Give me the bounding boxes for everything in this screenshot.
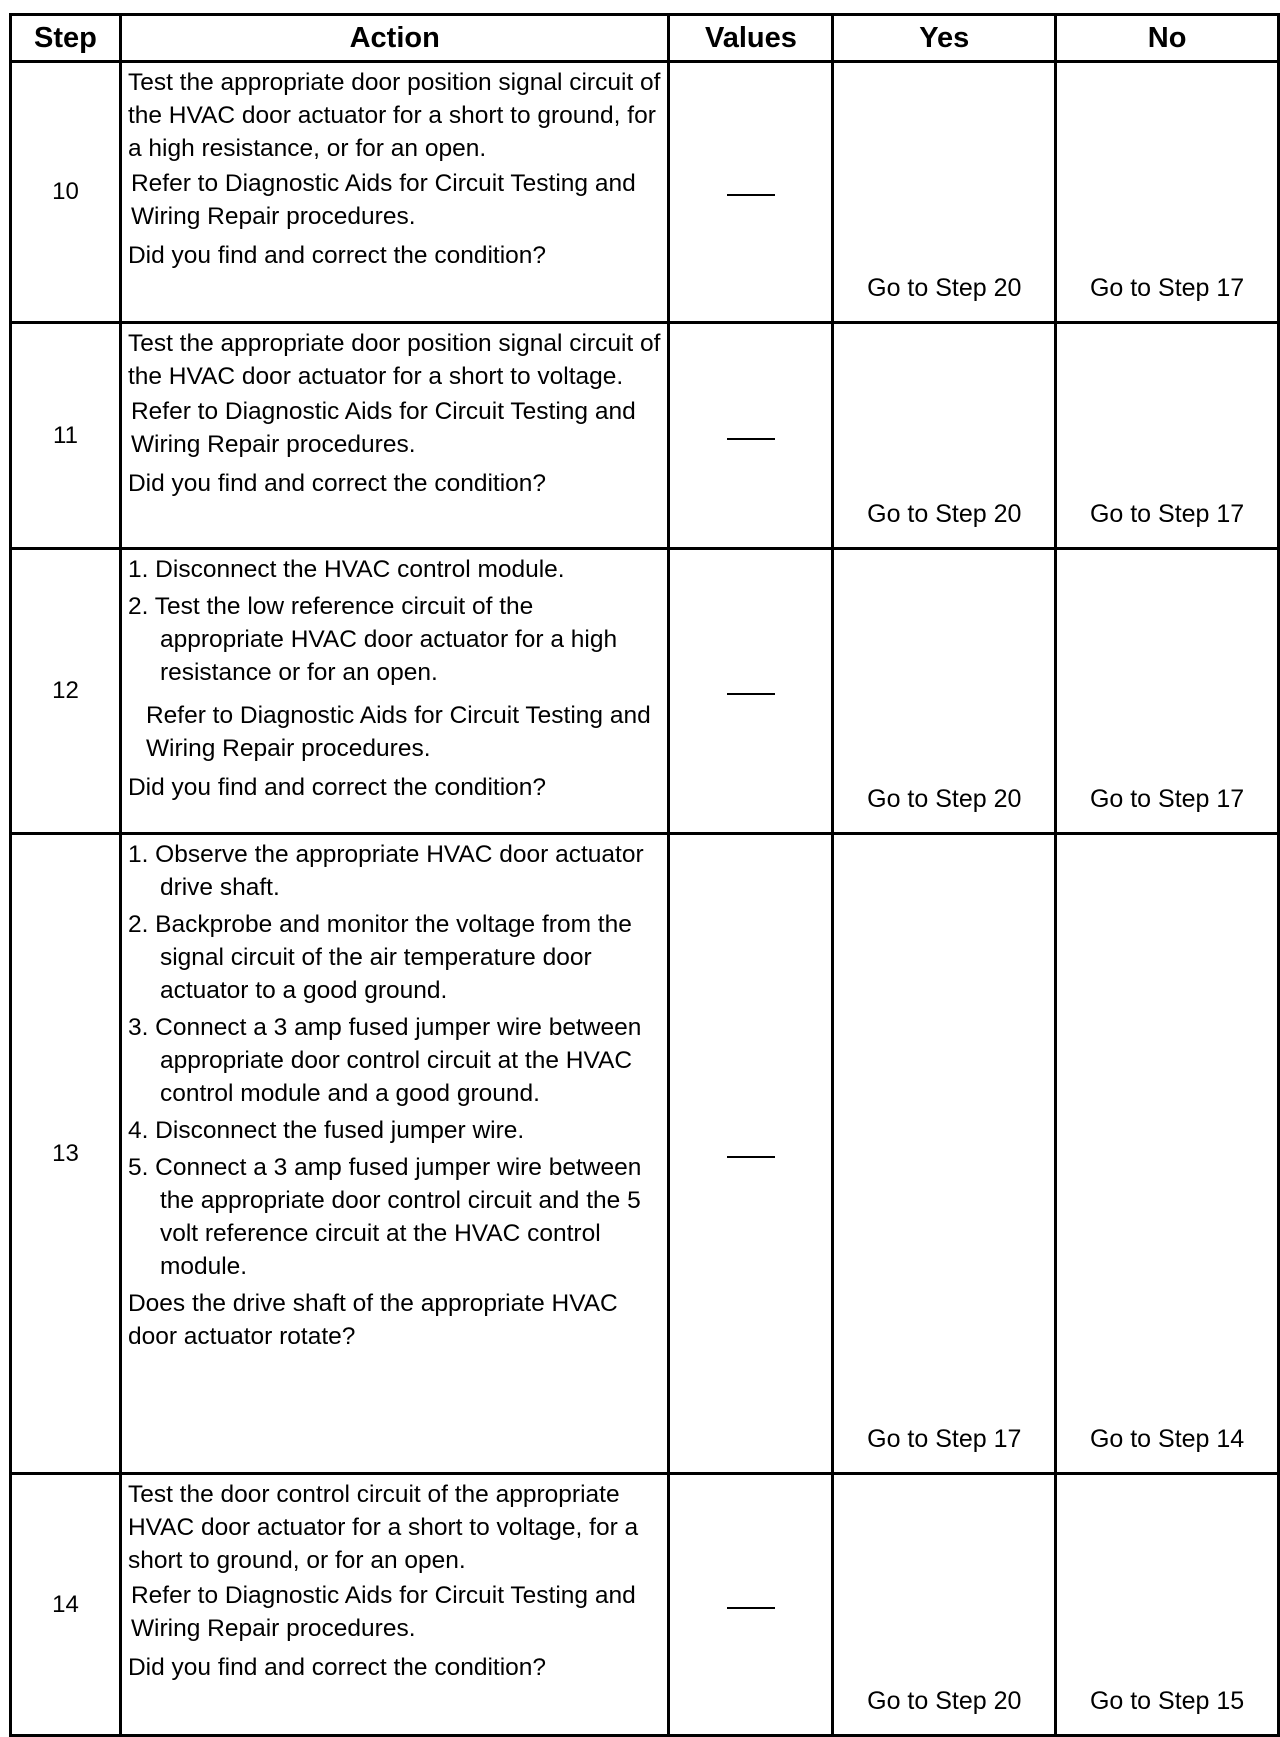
no-link[interactable]: Go to Step 17: [1089, 500, 1245, 528]
value-cell: [669, 323, 833, 549]
step-number: 10: [11, 62, 121, 323]
action-cell: [120, 1474, 669, 1736]
header-values: Values: [669, 15, 833, 62]
diagnostic-table: [9, 13, 1280, 1737]
yes-cell: [833, 1474, 1056, 1736]
no-cell: [1056, 549, 1279, 834]
table-row: [11, 323, 1279, 549]
no-cell: [1056, 834, 1279, 1474]
action-step-item: 1. Observe the appropriate HVAC door actuator drive shaft.: [127, 841, 644, 901]
value-dash: [727, 1607, 775, 1609]
step-number: 11: [11, 323, 121, 549]
yes-cell: [833, 62, 1056, 323]
table-row: [11, 549, 1279, 834]
yes-link[interactable]: Go to Step 20: [867, 1687, 1022, 1715]
action-step-item: 4. Disconnect the fused jumper wire.: [127, 1117, 525, 1144]
step-number: 13: [11, 834, 121, 1474]
no-cell: [1056, 1474, 1279, 1736]
action-note: Refer to Diagnostic Aids for Circuit Testing and Wiring Repair procedures.: [145, 702, 651, 762]
value-cell: [669, 549, 833, 834]
value-dash: [727, 1156, 775, 1158]
step-number: 12: [11, 549, 121, 834]
value-dash: [727, 438, 775, 440]
value-dash: [727, 194, 775, 196]
action-cell: [120, 549, 669, 834]
header-action: Action: [120, 15, 669, 62]
no-link[interactable]: Go to Step 14: [1089, 1425, 1245, 1453]
action-steps-list: [128, 553, 664, 689]
step-number: 14: [11, 1474, 121, 1736]
action-step-item: 3. Connect a 3 amp fused jumper wire between appropriate door control circuit at the HVAC control module and a good ground.: [127, 1014, 642, 1107]
value-cell: [669, 62, 833, 323]
action-note: Refer to Diagnostic Aids for Circuit Testing and Wiring Repair procedures.: [130, 398, 636, 458]
yes-cell: [833, 549, 1056, 834]
yes-link[interactable]: Go to Step 20: [867, 500, 1022, 528]
action-text: Test the appropriate door position signal circuit of the HVAC door actuator for a short to ground, for a high resistance, or for an open.: [127, 69, 661, 162]
table-row: [11, 1474, 1279, 1736]
table-row: [11, 834, 1279, 1474]
value-cell: [669, 834, 833, 1474]
action-step-item: 5. Connect a 3 amp fused jumper wire between the appropriate door control circuit and the 5 volt reference circuit at the HVAC control module.: [127, 1154, 642, 1280]
action-text: Test the door control circuit of the appropriate HVAC door actuator for a short to voltage, for a short to ground, or for an open.: [127, 1481, 639, 1574]
action-question: Did you find and correct the condition?: [127, 774, 547, 801]
yes-cell: [833, 834, 1056, 1474]
action-step-item: 2. Backprobe and monitor the voltage from the signal circuit of the air temperature door actuator to a good ground.: [127, 911, 632, 1004]
action-steps-list: [128, 838, 664, 1283]
table-row: [11, 62, 1279, 323]
header-yes: Yes: [833, 15, 1056, 62]
action-cell: [120, 323, 669, 549]
action-text: Test the appropriate door position signal circuit of the HVAC door actuator for a short to voltage.: [127, 330, 661, 390]
action-question: Did you find and correct the condition?: [127, 1654, 547, 1681]
value-dash: [727, 693, 775, 695]
no-cell: [1056, 62, 1279, 323]
yes-link[interactable]: Go to Step 20: [867, 785, 1022, 813]
action-cell: [120, 834, 669, 1474]
header-no: No: [1056, 15, 1279, 62]
yes-link[interactable]: Go to Step 17: [867, 1425, 1022, 1453]
action-cell: [120, 62, 669, 323]
header-row: [11, 15, 1279, 62]
action-note: Refer to Diagnostic Aids for Circuit Testing and Wiring Repair procedures.: [130, 170, 636, 230]
action-question: Did you find and correct the condition?: [127, 470, 547, 497]
action-question: Did you find and correct the condition?: [127, 242, 547, 269]
no-link[interactable]: Go to Step 17: [1089, 274, 1245, 302]
header-step: Step: [11, 15, 121, 62]
action-question: Does the drive shaft of the appropriate HVAC door actuator rotate?: [127, 1290, 618, 1350]
action-step-item: 1. Disconnect the HVAC control module.: [127, 556, 565, 583]
yes-link[interactable]: Go to Step 20: [867, 274, 1022, 302]
value-cell: [669, 1474, 833, 1736]
yes-cell: [833, 323, 1056, 549]
no-link[interactable]: Go to Step 15: [1089, 1687, 1245, 1715]
action-note: Refer to Diagnostic Aids for Circuit Testing and Wiring Repair procedures.: [130, 1582, 636, 1642]
no-link[interactable]: Go to Step 17: [1089, 785, 1245, 813]
no-cell: [1056, 323, 1279, 549]
action-step-item: 2. Test the low reference circuit of the appropriate HVAC door actuator for a high resistance or for an open.: [127, 593, 618, 686]
